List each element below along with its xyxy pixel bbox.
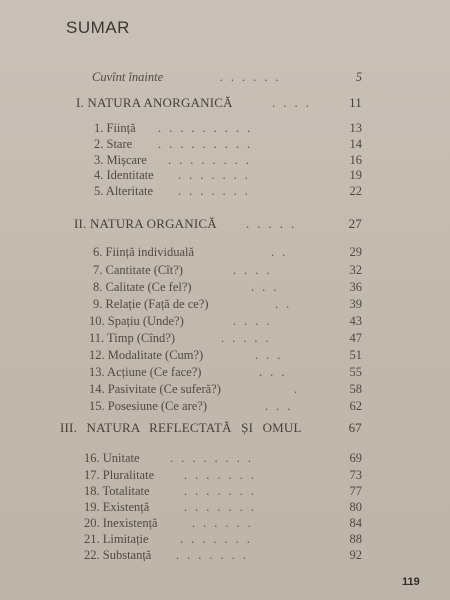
toc-entry-page: 5: [355, 70, 362, 84]
toc-entry-page: 43: [349, 314, 362, 328]
dot-leader: .........: [158, 121, 259, 135]
toc-entry: [94, 168, 362, 184]
dot-leader: .......: [184, 484, 262, 498]
toc-entry-label: 5. Alteritate: [94, 184, 154, 198]
dot-leader: .......: [180, 532, 258, 546]
toc-entry-page: 47: [349, 331, 362, 345]
toc-entry-label: 7. Cantitate (Cît?): [93, 263, 183, 277]
toc-entry-page: 51: [349, 348, 362, 362]
toc-entry: [94, 137, 362, 153]
toc-entry-page: 27: [348, 216, 362, 231]
toc-entry: [89, 365, 362, 381]
toc-entry-page: 77: [349, 484, 362, 498]
dot-leader: ......: [220, 70, 287, 84]
toc-entry-page: 58: [349, 382, 362, 396]
toc-entry: [94, 184, 362, 200]
toc-entry-label: 14. Pasivitate (Ce suferă?): [89, 382, 221, 396]
toc-entry-label: 17. Pluralitate: [84, 468, 155, 482]
dot-leader: .: [294, 382, 306, 396]
toc-entry-label: 4. Identitate: [94, 168, 154, 182]
toc-entry-page: 29: [349, 245, 362, 259]
toc-entry-page: 62: [349, 399, 362, 413]
toc-entry: [89, 314, 362, 330]
toc-entry-label: 20. Inexistență: [84, 516, 158, 530]
toc-entry-label: 6. Ființă individuală: [93, 245, 195, 259]
toc-entry-foreword: [92, 70, 362, 86]
toc-entry-label: 11. Timp (Cînd?): [89, 331, 176, 345]
toc-section-label: III. NATURA REFLECTATĂ ȘI OMUL: [60, 420, 302, 435]
toc-entry-label: 8. Calitate (Ce fel?): [93, 280, 192, 294]
toc-entry-page: 13: [349, 121, 362, 135]
dot-leader: .......: [184, 500, 262, 514]
toc-entry-page: 92: [349, 548, 362, 562]
toc-entry-label: 19. Existență: [84, 500, 150, 514]
toc-entry-page: 39: [349, 297, 362, 311]
toc-entry: [84, 532, 362, 548]
toc-entry: [93, 245, 362, 261]
toc-entry-page: 22: [349, 184, 362, 198]
dot-leader: .....: [246, 216, 303, 231]
toc-section-2: [74, 216, 362, 232]
dot-leader: .......: [184, 468, 262, 482]
dot-leader: .........: [158, 137, 259, 151]
toc-entry: [94, 153, 362, 169]
toc-section-label: I. NATURA ANORGANICĂ: [76, 95, 233, 110]
toc-entry: [84, 548, 362, 564]
toc-entry-label: 21. Limitație: [84, 532, 149, 546]
toc-entry: [84, 468, 362, 484]
dot-leader: ...: [251, 280, 285, 294]
toc-entry-label: 15. Posesiune (Ce are?): [89, 399, 208, 413]
toc-entry: [94, 121, 362, 137]
dot-leader: ....: [272, 95, 317, 110]
toc-section-label: II. NATURA ORGANICĂ: [74, 216, 217, 231]
toc-entry-page: 36: [349, 280, 362, 294]
toc-entry-label: 22. Substanță: [84, 548, 152, 562]
toc-entry: [84, 500, 362, 516]
dot-leader: ...: [255, 348, 289, 362]
toc-section-1: [76, 95, 362, 111]
toc-section-3: [60, 420, 362, 436]
dot-leader: .......: [178, 168, 256, 182]
toc-entry-label: 2. Stare: [94, 137, 133, 151]
toc-entry: [93, 297, 362, 313]
toc-entry: [84, 484, 362, 500]
toc-entry: [89, 331, 362, 347]
dot-leader: ...: [265, 399, 299, 413]
toc-entry-label: 9. Relație (Față de ce?): [93, 297, 209, 311]
dot-leader: ...: [259, 365, 293, 379]
toc-entry-page: 88: [349, 532, 362, 546]
dot-leader: ....: [233, 263, 278, 277]
toc-entry-label: Cuvînt înainte: [92, 70, 164, 84]
toc-entry-page: 55: [349, 365, 362, 379]
dot-leader: .......: [178, 184, 256, 198]
page-number: 119: [402, 576, 420, 588]
toc-entry-label: 16. Unitate: [84, 451, 140, 465]
toc-entry-page: 16: [349, 153, 362, 167]
toc-entry-page: 11: [349, 95, 362, 110]
toc-entry-label: 18. Totalitate: [84, 484, 150, 498]
toc-entry: [89, 348, 362, 364]
toc-entry-page: 69: [349, 451, 362, 465]
toc-entry: [93, 263, 362, 279]
toc-entry-label: 10. Spațiu (Unde?): [89, 314, 184, 328]
toc-entry-page: 84: [349, 516, 362, 530]
dot-leader: ..: [271, 245, 294, 259]
dot-leader: .......: [176, 548, 254, 562]
dot-leader: ........: [170, 451, 259, 465]
toc-entry-label: 13. Acțiune (Ce face?): [89, 365, 202, 379]
dot-leader: ..: [275, 297, 298, 311]
dot-leader: ........: [168, 153, 257, 167]
toc-entry-page: 19: [349, 168, 362, 182]
dot-leader: ....: [233, 314, 278, 328]
page-title: SUMAR: [66, 18, 130, 37]
toc-entry-label: 1. Ființă: [94, 121, 136, 135]
dot-leader: ......: [192, 516, 259, 530]
dot-leader: .....: [221, 331, 277, 345]
toc-entry: [93, 280, 362, 296]
toc-entry-page: 80: [349, 500, 362, 514]
toc-entry-page: 67: [348, 420, 362, 435]
toc-entry-label: 3. Mișcare: [94, 153, 147, 167]
toc-entry-page: 73: [349, 468, 362, 482]
toc-entry: [84, 516, 362, 532]
toc-entry-page: 14: [349, 137, 362, 151]
toc-entry: [89, 382, 362, 398]
toc-entry-label: 12. Modalitate (Cum?): [89, 348, 204, 362]
toc-entry-page: 32: [349, 263, 362, 277]
toc-entry: [84, 451, 362, 467]
toc-entry: [89, 399, 362, 415]
